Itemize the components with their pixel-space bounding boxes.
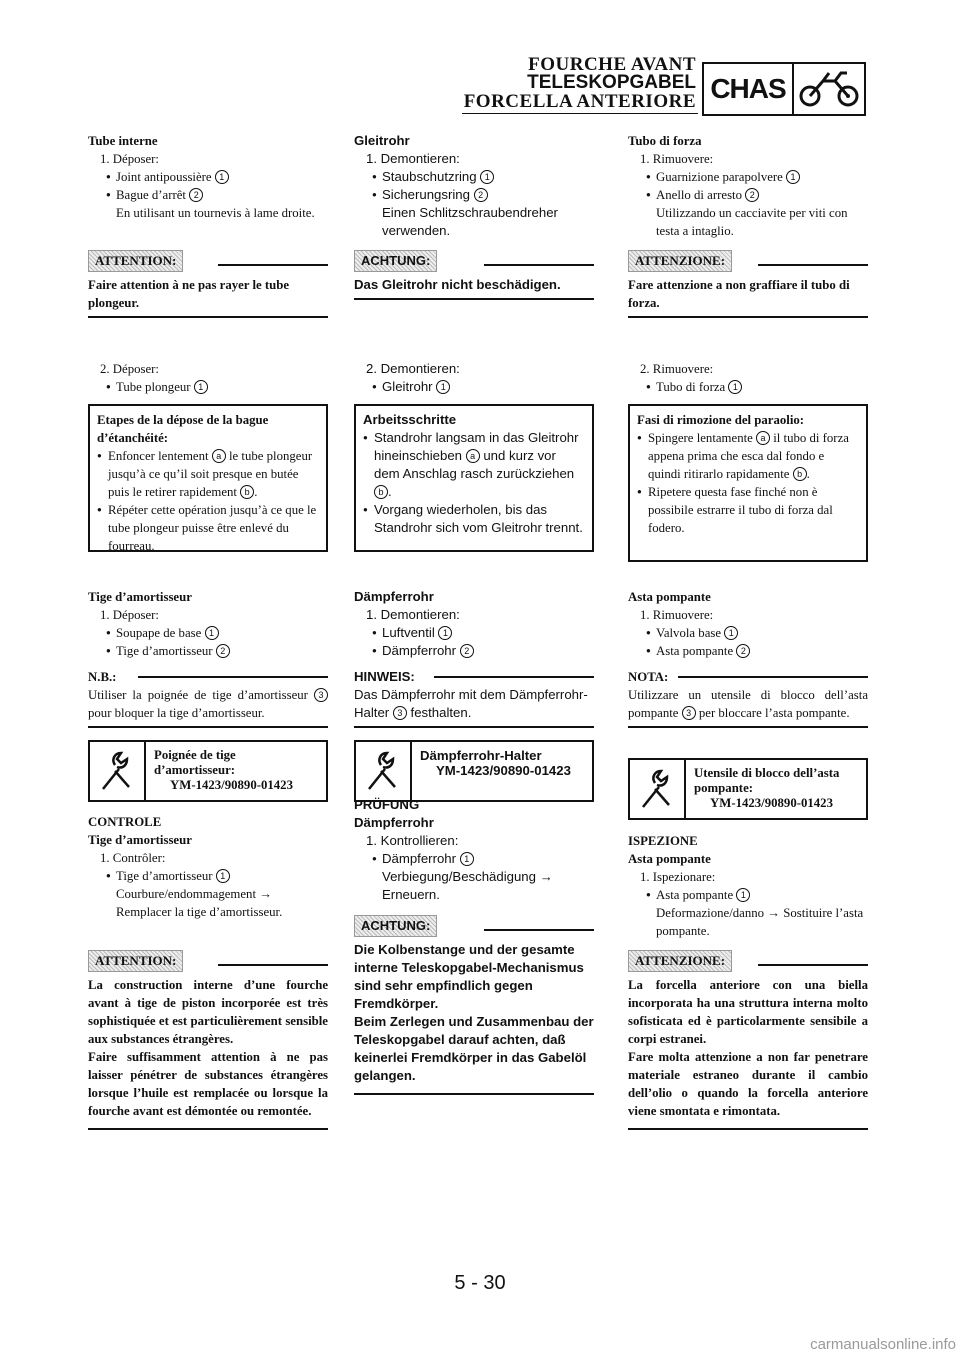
it-attention2-text1: La forcella anteriore con una biella incorporata ha una struttura interna molto sofisticata ed è particolarmente sensibile a corpi estranei.	[628, 978, 868, 1046]
fr-s3-item2: ● Tige d’amortisseur 2	[88, 642, 328, 660]
fr-tool-pn: YM-1423/90890-01423	[170, 778, 293, 792]
fr-s4-step: 1. Contrôler:	[100, 851, 166, 865]
fr-s2-step: 2. Déposer:	[100, 362, 159, 376]
it-tool-name: Utensile di blocco dell’asta pompante:	[694, 766, 840, 795]
de-s2-step: 2. Demontieren:	[366, 361, 460, 376]
it-attention-label: ATTENZIONE:	[628, 250, 732, 272]
it-box-item1: ● Spingere lentamente a il tubo di forza appena prima che esca dal fondo e quindi ritirarlo rapidamente b .	[637, 429, 859, 483]
it-attention2-label: ATTENZIONE:	[628, 950, 732, 972]
fr-box-item2: ● Répéter cette opération jusqu’à ce que le tube plongeur puisse être enlevé du fourreau.	[97, 501, 319, 555]
wrench-icon	[630, 760, 686, 818]
fr-note	[88, 668, 328, 728]
wrench-icon	[90, 742, 146, 800]
fr-procedure-box	[88, 404, 328, 552]
de-attention-1	[354, 250, 594, 300]
it-ctrl-title: ISPEZIONE	[628, 834, 698, 848]
it-s3-title: Asta pompante	[628, 590, 711, 604]
watermark: carmanualsonline.info	[810, 1336, 956, 1353]
de-s1-step: 1. Demontieren:	[366, 151, 460, 166]
de-tool-pn: YM-1423/90890-01423	[436, 763, 571, 778]
fr-s1-item1: ● Joint antipoussière 1	[88, 168, 328, 186]
de-attention-2	[354, 915, 594, 1095]
de-note-text: Das Dämpferrohr mit dem Dämpferrohr-Halter 3 festhalten.	[354, 687, 588, 720]
fr-tool-name: Poignée de tige d’amortisseur:	[154, 748, 236, 777]
page-number: 5 - 30	[454, 1272, 506, 1294]
fr-attention-text: Faire attention à ne pas rayer le tube plongeur.	[88, 278, 290, 310]
fr-s3-title: Tige d’amortisseur	[88, 590, 192, 604]
fr-inspection	[88, 813, 328, 921]
de-inspection	[354, 796, 594, 904]
de-s1-item1: ● Staubschutzring 1	[354, 168, 594, 186]
it-note	[628, 668, 868, 728]
it-s4-note: Deformazione/danno → Sostituire l’asta pompante.	[656, 906, 864, 938]
it-s1-note: Utilizzando un cacciavite per viti con testa a intaglio.	[656, 206, 848, 238]
fr-box-title: Etapes de la dépose de la bague d’étanchéité:	[97, 413, 269, 445]
motorcycle-icon	[794, 64, 864, 114]
de-tool-name: Dämpferrohr-Halter	[420, 748, 542, 763]
de-s1-item2: ● Sicherungsring 2	[354, 186, 594, 204]
it-attention2-text2: Fare molta attenzione a non far penetrare materiale estraneo durante il cambio dell’olio o quando la forcella anteriore viene smontata e rimontata.	[628, 1050, 868, 1118]
de-s4-note: Verbiegung/Beschädigung → Erneuern.	[382, 869, 553, 902]
fr-s1-item2: ● Bague d’arrêt 2	[88, 186, 328, 204]
fr-attention-2	[88, 950, 328, 1130]
de-s3-step: 1. Demontieren:	[366, 607, 460, 622]
it-attention-text: Fare attenzione a non graffiare il tubo di forza.	[628, 278, 850, 310]
it-section-damper	[628, 588, 868, 660]
fr-section-damper-rod	[88, 588, 328, 660]
de-section-slider	[354, 132, 594, 240]
de-tool-box	[354, 740, 594, 802]
it-attention-1	[628, 250, 868, 318]
fr-s2-item1: ● Tube plongeur 1	[88, 378, 328, 396]
de-s1-title: Gleitrohr	[354, 133, 410, 148]
section-label: CHAS	[704, 64, 794, 114]
de-ctrl-title: PRÜFUNG	[354, 797, 420, 812]
fr-attention-label: ATTENTION:	[88, 250, 183, 272]
de-note-label: HINWEIS:	[354, 669, 415, 684]
it-step2	[628, 360, 868, 396]
fr-attention2-label: ATTENTION:	[88, 950, 183, 972]
it-s3-step: 1. Rimuovere:	[640, 608, 714, 622]
fr-s1-note: En utilisant un tournevis à lame droite.	[116, 206, 315, 220]
de-attention2-label: ACHTUNG:	[354, 915, 437, 937]
it-box-item2: ● Ripetere questa fase finché non è possibile estrarre il tubo di forza dal fodero.	[637, 483, 859, 537]
de-s1-note: Einen Schlitzschraubendreher verwenden.	[382, 205, 558, 238]
fr-s1-step: 1. Déposer:	[100, 152, 159, 166]
de-s4-step: 1. Kontrollieren:	[366, 833, 459, 848]
de-attention2-text1: Die Kolbenstange und der gesamte interne Teleskopgabel-Mechanismus sind sehr empfindlich gegen Fremdkörper.	[354, 942, 584, 1011]
fr-tool-box	[88, 740, 328, 802]
it-s4-item1: ● Asta pompante 1	[628, 886, 868, 904]
de-s4-title: Dämpferrohr	[354, 815, 434, 830]
it-attention-2	[628, 950, 868, 1130]
it-s3-item2: ● Asta pompante 2	[628, 642, 868, 660]
de-s3-item1: ● Luftventil 1	[354, 624, 594, 642]
fr-step2	[88, 360, 328, 396]
de-attention2-text2: Beim Zerlegen und Zusammenbau der Teleskopgabel darauf achten, daß keinerlei Fremdkörper in das Gabelöl gelangen.	[354, 1014, 594, 1083]
de-section-damper	[354, 588, 594, 660]
it-tool-pn: YM-1423/90890-01423	[710, 796, 833, 810]
de-s4-item1: ● Dämpferrohr 1	[354, 850, 594, 868]
de-attention-text: Das Gleitrohr nicht beschädigen.	[354, 277, 561, 292]
de-step2	[354, 360, 594, 396]
fr-note-text: Utiliser la poignée de tige d’amortisseur 3 pour bloquer la tige d’amortisseur.	[88, 686, 328, 722]
fr-s4-item1: ● Tige d’amortisseur 1	[88, 867, 328, 885]
it-s3-item1: ● Valvola base 1	[628, 624, 868, 642]
de-note	[354, 668, 594, 728]
it-s2-step: 2. Rimuovere:	[640, 362, 714, 376]
it-note-text: Utilizzare un utensile di blocco dell’asta pompante 3 per bloccare l’asta pompante.	[628, 688, 868, 720]
fr-attention2-text1: La construction interne d’une fourche avant à tige de piston incorporée est très sophistiquée et est particulièrement sensible aux substances étrangères.	[88, 978, 328, 1046]
it-section-tube	[628, 132, 868, 240]
de-s3-item2: ● Dämpferrohr 2	[354, 642, 594, 660]
it-s1-item2: ● Anello di arresto 2	[628, 186, 868, 204]
fr-s1-title: Tube interne	[88, 134, 158, 148]
it-inspection	[628, 832, 868, 940]
it-box-title: Fasi di rimozione del paraolio:	[637, 413, 805, 427]
fr-attention2-text2: Faire suffisamment attention à ne pas laisser pénétrer de substances étrangères lorsque l’huile est remplacée ou lorsque la fourche avant est démontée ou remontée.	[88, 1050, 328, 1118]
fr-s3-step: 1. Déposer:	[100, 608, 159, 622]
fr-note-label: N.B.:	[88, 670, 117, 684]
wrench-icon	[356, 742, 412, 800]
fr-attention-1	[88, 250, 328, 318]
section-badge	[702, 62, 866, 116]
it-s4-step: 1. Ispezionare:	[640, 870, 716, 884]
fr-s4-note: Courbure/endommagement → Remplacer la tige d’amortisseur.	[116, 887, 283, 919]
it-s1-item1: ● Guarnizione parapolvere 1	[628, 168, 868, 186]
title-italian: FORCELLA ANTERIORE	[463, 91, 696, 112]
de-box-item2: ● Vorgang wiederholen, bis das Standrohr sich vom Gleitrohr trennt.	[363, 501, 585, 537]
de-attention-label: ACHTUNG:	[354, 250, 437, 272]
it-note-label: NOTA:	[628, 670, 669, 684]
fr-s4-title: Tige d’amortisseur	[88, 833, 192, 847]
it-s4-title: Asta pompante	[628, 852, 711, 866]
fr-s3-item1: ● Soupape de base 1	[88, 624, 328, 642]
de-s3-title: Dämpferrohr	[354, 589, 434, 604]
title-german: TELESKOPGABEL	[527, 72, 696, 93]
it-s2-item1: ● Tubo di forza 1	[628, 378, 868, 396]
it-procedure-box	[628, 404, 868, 562]
title-french: FOURCHE AVANT	[528, 54, 696, 75]
de-s2-item1: ● Gleitrohr 1	[354, 378, 594, 396]
it-s1-title: Tubo di forza	[628, 134, 702, 148]
it-tool-box	[628, 758, 868, 820]
it-s1-step: 1. Rimuovere:	[640, 152, 714, 166]
header-rule	[462, 113, 698, 114]
de-box-title: Arbeitsschritte	[363, 412, 457, 427]
fr-section-inner-tube	[88, 132, 328, 222]
de-procedure-box	[354, 404, 594, 552]
fr-box-item1: ● Enfoncer lentement a le tube plongeur jusqu’à ce qu’il soit presque en butée puis le retirer rapidement b .	[97, 447, 319, 501]
fr-ctrl-title: CONTROLE	[88, 815, 162, 829]
de-box-item1: ● Standrohr langsam in das Gleitrohr hineinschieben a und kurz vor dem Anschlag rasch zurückziehen b .	[363, 429, 585, 501]
